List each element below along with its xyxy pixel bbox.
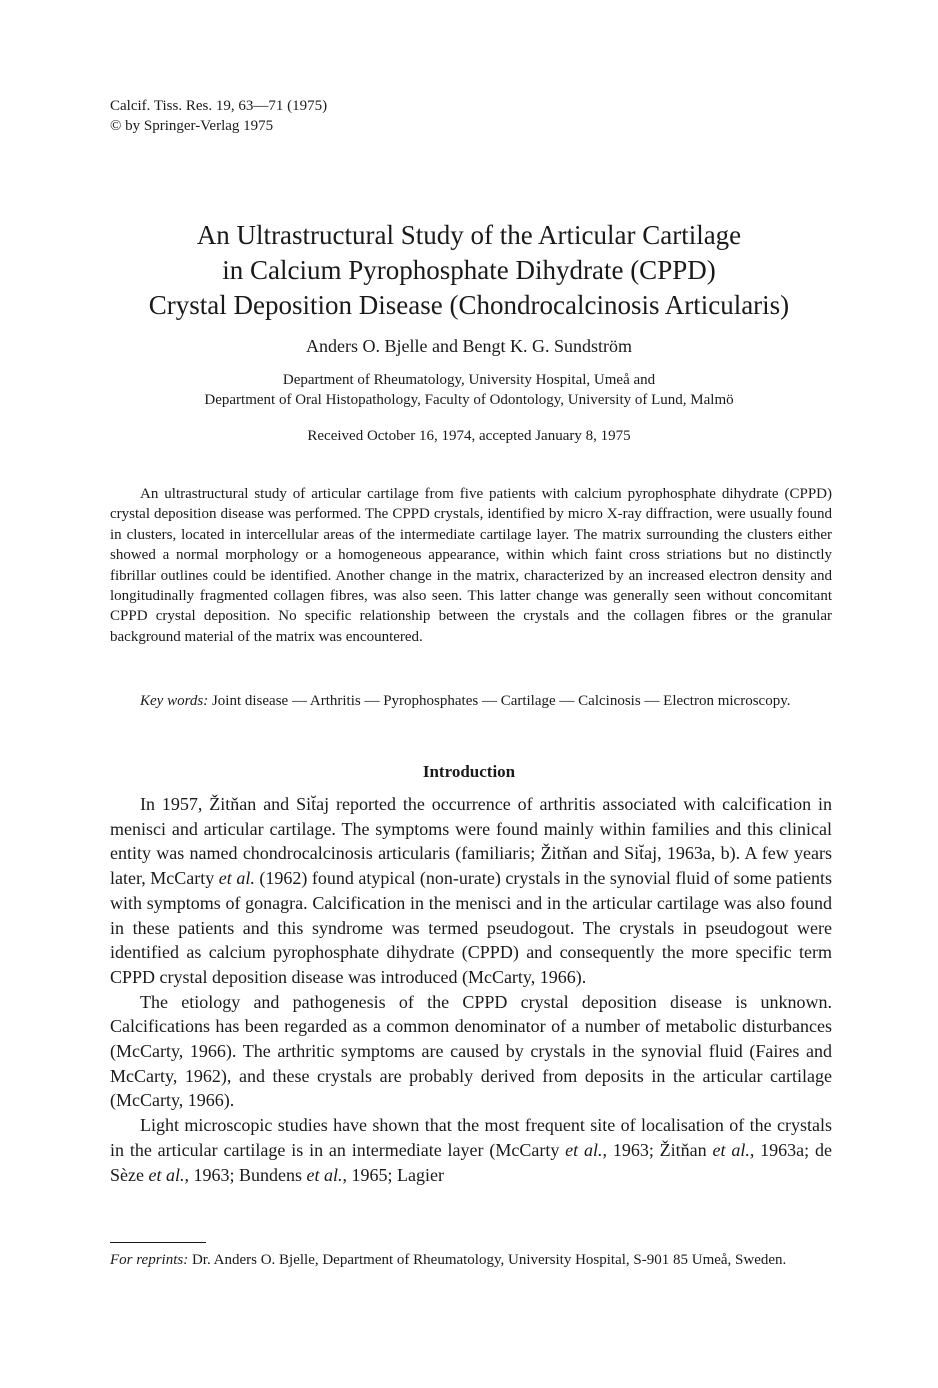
paragraph-1-text-a: In 1957, Žitňan and Sit̆aj reported the occurrence of arthritis associated with calcification in menisci and articular cartilage. The symptoms were found mainly within families and this clinical entity was named chondrocalcinosis articularis (familiaris; Žitňan and Sit̆aj, 1963a, b). A few years later, McCarty: [110, 794, 832, 889]
received-date: Received October 16, 1974, accepted January 8, 1975: [307, 428, 631, 444]
introduction-body: [110, 792, 832, 1187]
title-line-1: An Ultrastructural Study of the Articular Cartilage: [196, 220, 742, 250]
author-list: Anders O. Bjelle and Bengt K. G. Sundström: [306, 336, 632, 356]
paragraph-2: The etiology and pathogenesis of the CPPD crystal deposition disease is unknown. Calcifications has been regarded as a common denominator of a number of metabolic disturbances (McCarty, 1966). The arthritic symptoms are caused by crystals in the synovial fluid (Faires and McCarty, 1962), and these crystals are probably derived from deposits in the articular cartilage (McCarty, 1966).: [110, 991, 832, 1111]
footnote-divider: [110, 1242, 206, 1243]
paragraph-3-etal-4: et al.: [306, 1164, 343, 1185]
title-line-3: Crystal Deposition Disease (Chondrocalcinosis Articularis): [148, 290, 790, 320]
paragraph-3-text-d: , 1963; Bundens: [184, 1164, 307, 1185]
paragraph-1: [110, 792, 832, 990]
paper-title: [60, 218, 878, 323]
affiliations: [0, 370, 938, 410]
paragraph-3-text-e: , 1965; Lagier: [342, 1164, 444, 1185]
keywords-text: Joint disease — Arthritis — Pyrophosphates — Cartilage — Calcinosis — Electron microscopy.: [208, 693, 791, 709]
paragraph-1-text-b: (1962) found atypical (non-urate) crystals in the synovial fluid of some patients with symptoms of gonagra. Calcification in the menisci and in the articular cartilage was also found in these patients and this syndrome was termed pseudogout. The crystals in pseudogout were identified as calcium pyrophosphate dihydrate (CPPD) and consequently the more specific term CPPD crystal deposition disease was introduced (McCarty, 1966).: [110, 868, 832, 987]
footnote-label: For reprints:: [110, 1252, 189, 1268]
affiliation-line-1: Department of Rheumatology, University Hospital, Umeå and: [282, 372, 656, 388]
paragraph-3-etal-1: et al.: [565, 1139, 603, 1160]
footnote: [110, 1250, 832, 1270]
paragraph-3: [110, 1113, 832, 1187]
paragraph-3-etal-3: et al.: [148, 1164, 185, 1185]
copyright-notice: © by Springer-Verlag 1975: [110, 118, 274, 134]
paragraph-3-text-b: , 1963; Žitňan: [602, 1139, 713, 1160]
paragraph-3-text-a: Light microscopic studies have shown that the most frequent site of localisation of the crystals in the articular cartilage is in an intermediate layer (McCarty: [110, 1115, 832, 1160]
title-line-2: in Calcium Pyrophosphate Dihydrate (CPPD): [222, 255, 716, 285]
journal-citation: Calcif. Tiss. Res. 19, 63—71 (1975): [110, 98, 328, 114]
journal-header: [110, 96, 327, 136]
affiliation-line-2: Department of Oral Histopathology, Faculty of Odontology, University of Lund, Malmö: [204, 392, 734, 408]
paragraph-3-etal-2: et al.: [712, 1139, 750, 1160]
keywords: [110, 691, 832, 711]
keywords-label: Key words:: [140, 693, 209, 709]
section-heading-introduction: Introduction: [422, 762, 516, 781]
paragraph-1-etal: et al.: [218, 868, 255, 889]
paragraph-3-text-c: , 1963a; de Sèze: [110, 1139, 832, 1185]
footnote-text: Dr. Anders O. Bjelle, Department of Rheumatology, University Hospital, S-901 85 Umeå, Sweden.: [188, 1252, 787, 1268]
abstract: An ultrastructural study of articular cartilage from five patients with calcium pyrophosphate dihydrate (CPPD) crystal deposition disease was performed. The CPPD crystals, identified by micro X-ray diffraction, were usually found in clusters, located in intercellular areas of the intermediate cartilage layer. The matrix surrounding the clusters either showed a normal morphology or a homogeneous appearance, within which faint cross striations but no distinctly fibrillar outlines could be identified. Another change in the matrix, characterized by an increased electron density and longitudinally fragmented collagen fibres, was also seen. This latter change was generally seen without concomitant CPPD crystal deposition. No specific relationship between the crystals and the collagen fibres or the granular background material of the matrix was encountered.: [110, 486, 832, 645]
